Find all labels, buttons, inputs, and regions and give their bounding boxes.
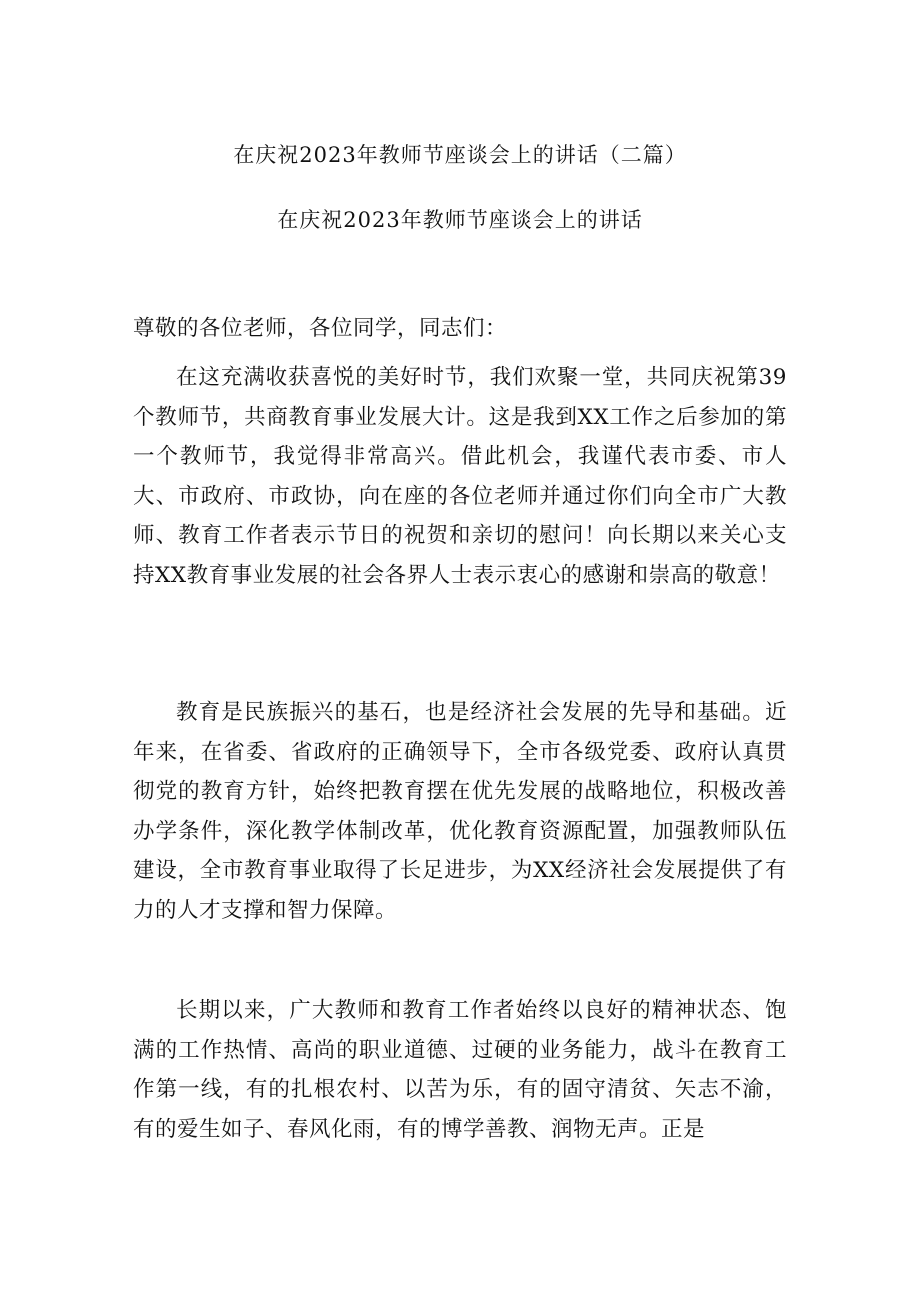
document-title: 在庆祝2023年教师节座谈会上的讲话（二篇） xyxy=(233,143,687,167)
speech-title: 在庆祝2023年教师节座谈会上的讲话 xyxy=(277,208,643,232)
paragraph-3: 长期以来，广大教师和教育工作者始终以良好的精神状态、饱满的工作热情、高尚的职业道德、过硬的业务能力，战斗在教育工作第一线，有的扎根农村、以苦为乐，有的固守清贫、矢志不渝，有的爱生如子、春风化雨，有的博学善教、润物无声。正是 xyxy=(133,998,787,1142)
paragraph-2: 教育是民族振兴的基石，也是经济社会发展的先导和基础。近年来，在省委、省政府的正确领导下，全市各级党委、政府认真贯彻党的教育方针，始终把教育摆在优先发展的战略地位，积极改善办学条件，深化教学体制改革，优化教育资源配置，加强教师队伍建设，全市教育事业取得了长足进步，为XX经济社会发展提供了有力的人才支撑和智力保障。 xyxy=(133,700,787,923)
paragraph-1: 在这充满收获喜悦的美好时节，我们欢聚一堂，共同庆祝第39个教师节，共商教育事业发展大计。这是我到XX工作之后参加的第一个教师节，我觉得非常高兴。借此机会，我谨代表市委、市人大、市政府、市政协，向在座的各位老师并通过你们向全市广大教师、教育工作者表示节日的祝贺和亲切的慰问！向长期以来关心支持XX教育事业发展的社会各界人士表示衷心的感谢和崇高的敬意！ xyxy=(133,365,787,588)
salutation: 尊敬的各位老师，各位同学，同志们： xyxy=(133,316,508,341)
